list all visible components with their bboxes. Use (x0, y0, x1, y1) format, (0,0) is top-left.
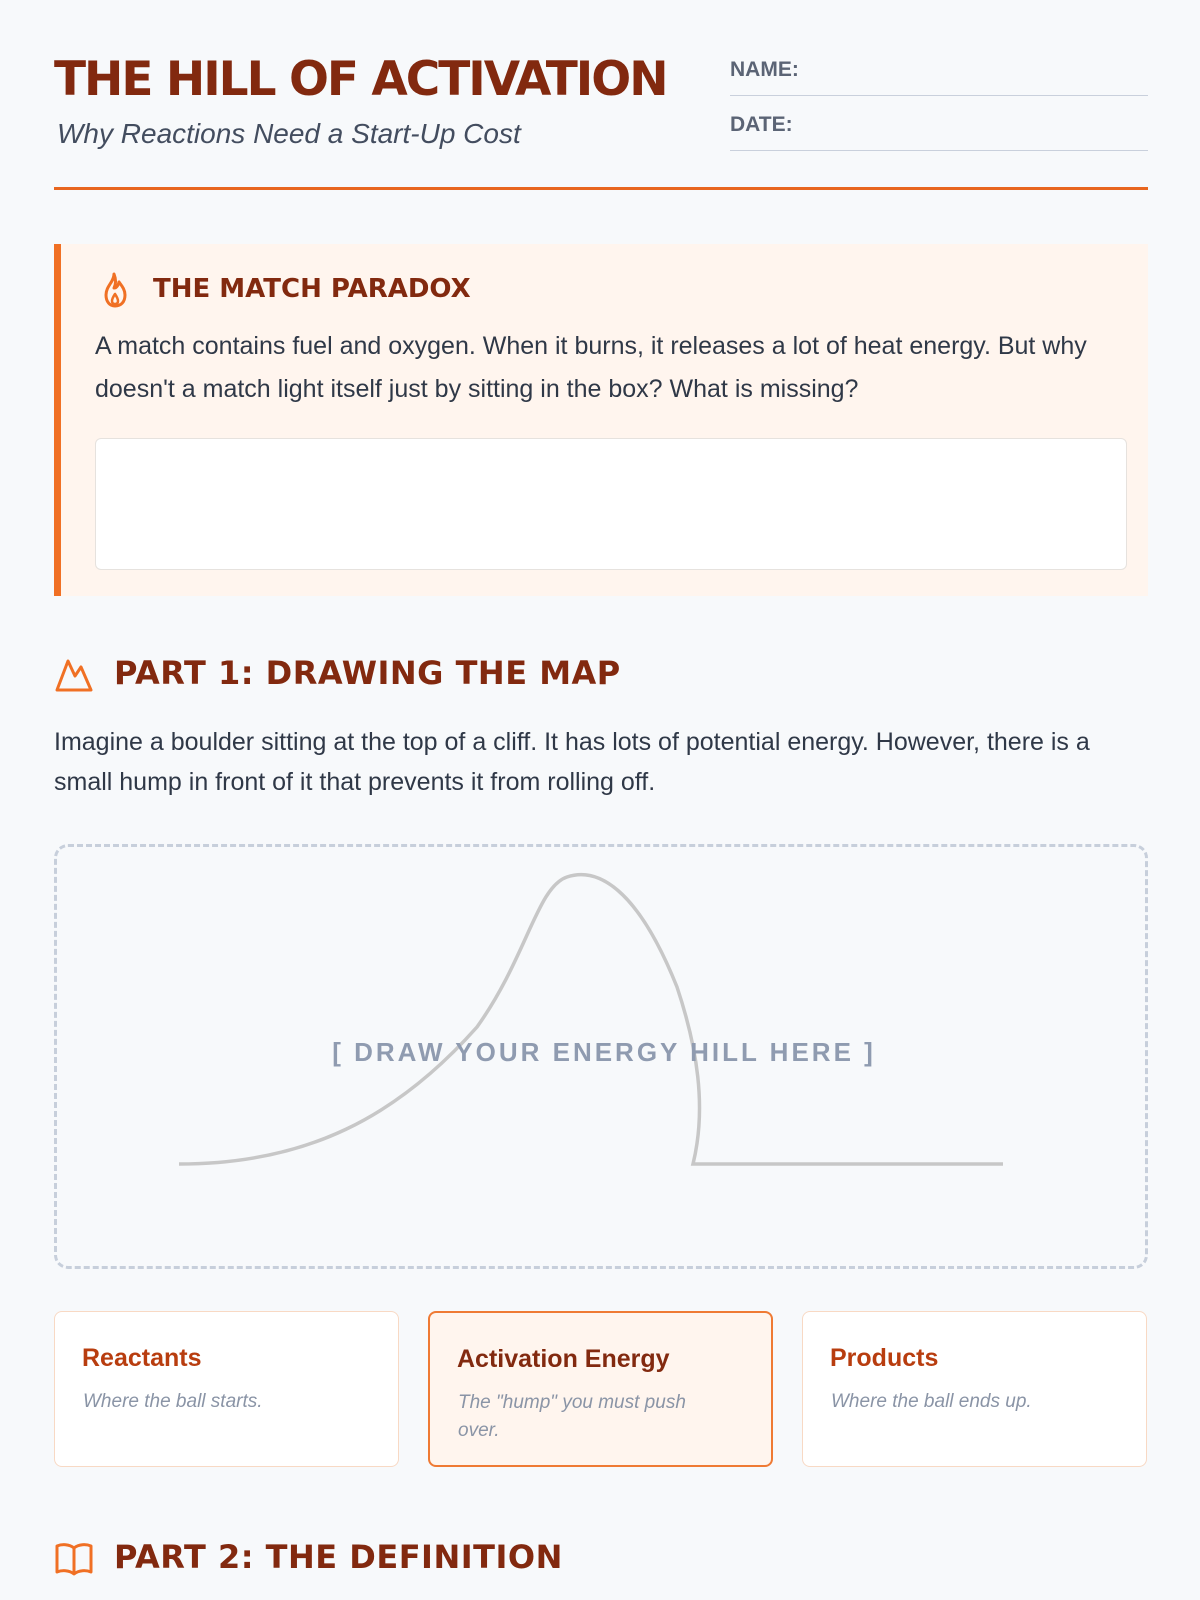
date-label: DATE: (730, 113, 793, 136)
page-subtitle: Why Reactions Need a Start-Up Cost (57, 118, 521, 149)
mountain-icon (54, 656, 94, 694)
card-title: Activation Energy (457, 1345, 670, 1373)
reactants-card (54, 1311, 399, 1467)
card-description: Where the ball ends up. (831, 1391, 1032, 1412)
flame-icon (97, 270, 131, 310)
card-description: The "hump" you must push over. (458, 1392, 686, 1441)
card-title: Products (830, 1344, 939, 1372)
activation-energy-card (428, 1311, 773, 1467)
energy-hill-drawing-area[interactable] (54, 844, 1148, 1269)
name-field[interactable] (730, 58, 1148, 96)
draw-instruction: [ DRAW YOUR ENERGY HILL HERE ] (332, 1037, 876, 1067)
book-icon (54, 1539, 94, 1577)
worksheet-header (54, 52, 1148, 190)
name-label: NAME: (730, 58, 799, 81)
part1-intro: Imagine a boulder sitting at the top of a cliff. It has lots of potential energy. However, there is a small hump in front of it that prevents it from rolling off. (54, 728, 1090, 796)
match-paradox-box (54, 244, 1148, 596)
paradox-title: THE MATCH PARADOX (153, 274, 471, 304)
card-title: Reactants (82, 1344, 202, 1372)
part1-title: PART 1: DRAWING THE MAP (114, 654, 621, 692)
paradox-answer-box[interactable] (95, 438, 1127, 570)
products-card (802, 1311, 1147, 1467)
date-field[interactable] (730, 113, 1148, 151)
card-description: Where the ball starts. (83, 1391, 263, 1412)
paradox-question: A match contains fuel and oxygen. When it burns, it releases a lot of heat energy. But why doesn't a match light itself just by sitting in the box? What is missing? (95, 332, 1087, 403)
part2-title: PART 2: THE DEFINITION (114, 1538, 563, 1576)
page-title: THE HILL OF ACTIVATION (54, 52, 667, 107)
